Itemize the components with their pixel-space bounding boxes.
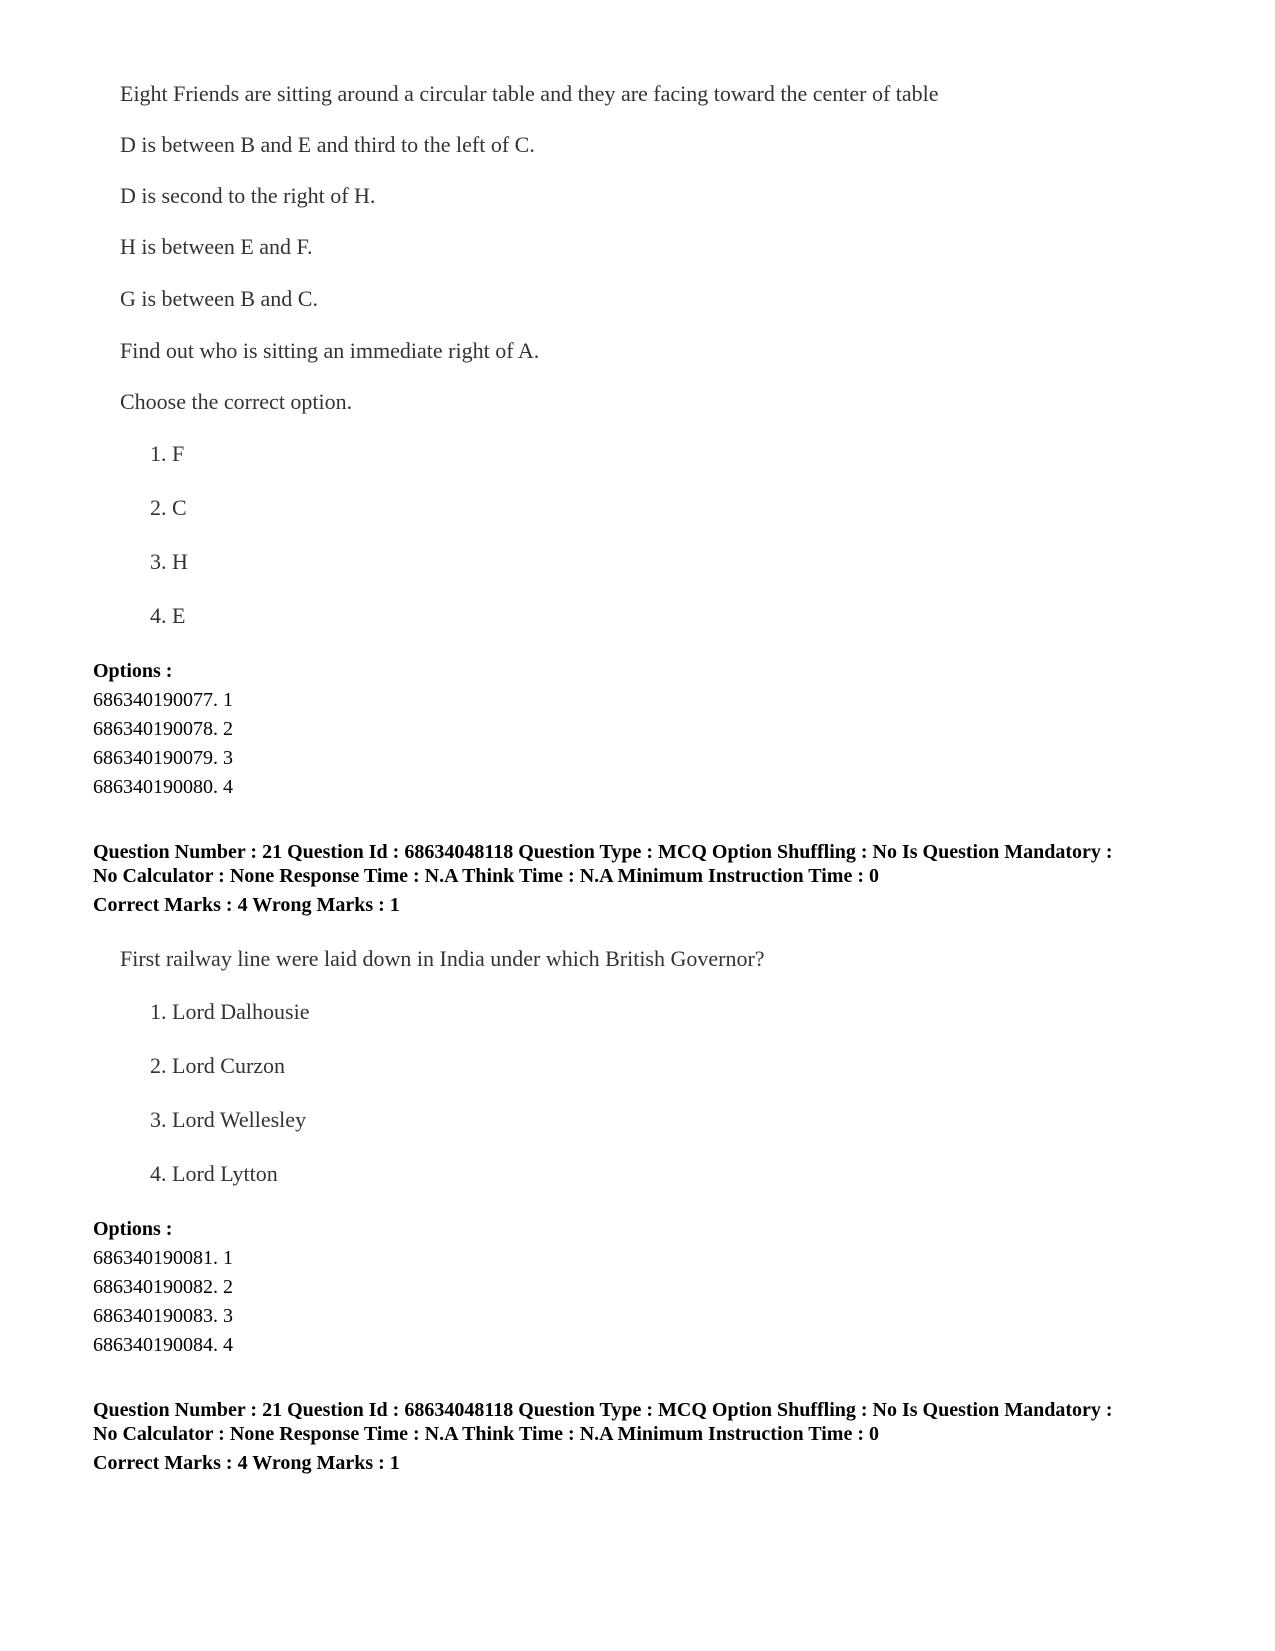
question-stem-line: H is between E and F. (120, 234, 313, 259)
answer-choice: 3. Lord Wellesley (150, 1107, 307, 1132)
answer-choice: 3. H (150, 549, 188, 574)
question-stem-line: D is second to the right of H. (120, 183, 376, 208)
options-label: Options : (93, 660, 173, 682)
question-meta-line: Question Number : 21 Question Id : 68634048118 Question Type : MCQ Option Shuffling : No Is Question Mandatory : (93, 1399, 1113, 1421)
option-id: 686340190082. 2 (93, 1276, 233, 1298)
option-id: 686340190080. 4 (93, 776, 233, 798)
answer-choice: 2. C (150, 495, 187, 520)
question-stem-line: G is between B and C. (120, 286, 318, 311)
question-marks: Correct Marks : 4 Wrong Marks : 1 (93, 1452, 400, 1474)
option-id: 686340190083. 3 (93, 1305, 233, 1327)
option-id: 686340190081. 1 (93, 1247, 233, 1269)
answer-choice: 4. E (150, 603, 186, 628)
answer-choice: 4. Lord Lytton (150, 1161, 278, 1186)
answer-choice: 1. F (150, 441, 185, 466)
answer-choice: 1. Lord Dalhousie (150, 999, 310, 1024)
option-id: 686340190078. 2 (93, 718, 233, 740)
question-meta-line: Question Number : 21 Question Id : 68634048118 Question Type : MCQ Option Shuffling : No Is Question Mandatory : (93, 841, 1113, 863)
question-stem-line: First railway line were laid down in India under which British Governor? (120, 946, 765, 971)
question-marks: Correct Marks : 4 Wrong Marks : 1 (93, 894, 400, 916)
option-id: 686340190077. 1 (93, 689, 233, 711)
option-id: 686340190084. 4 (93, 1334, 233, 1356)
question-stem-line: Eight Friends are sitting around a circular table and they are facing toward the center of table (120, 81, 939, 106)
question-stem-line: Find out who is sitting an immediate right of A. (120, 338, 540, 363)
question-meta-line: No Calculator : None Response Time : N.A Think Time : N.A Minimum Instruction Time : 0 (93, 865, 879, 887)
question-stem-line: D is between B and E and third to the left of C. (120, 132, 535, 157)
option-id: 686340190079. 3 (93, 747, 233, 769)
question-stem-line: Choose the correct option. (120, 389, 353, 414)
options-label: Options : (93, 1218, 173, 1240)
question-meta-line: No Calculator : None Response Time : N.A Think Time : N.A Minimum Instruction Time : 0 (93, 1423, 879, 1445)
answer-choice: 2. Lord Curzon (150, 1053, 286, 1078)
